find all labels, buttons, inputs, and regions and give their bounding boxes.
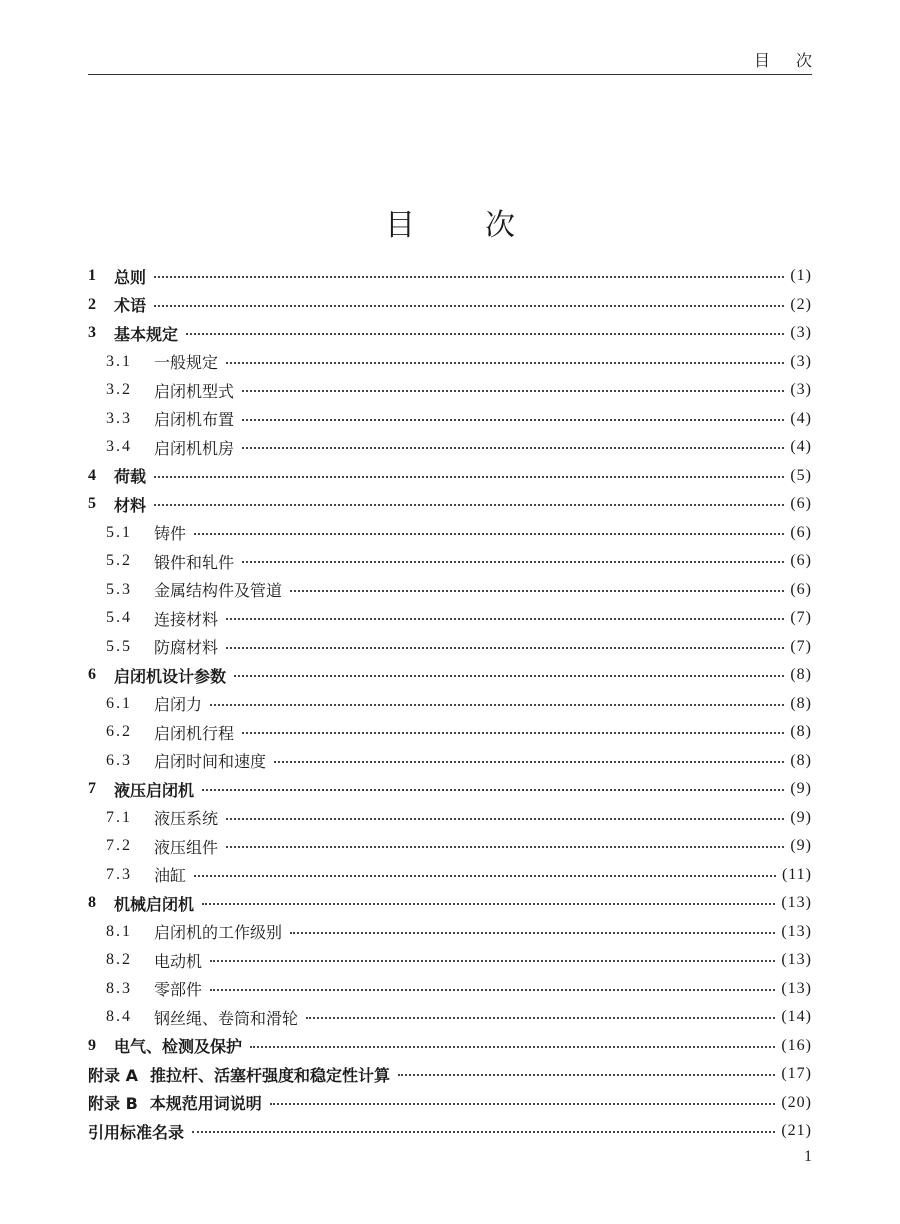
toc-entry-number: 8.2 [106,951,132,969]
toc-entry[interactable] [88,946,812,975]
toc-entry-number: 1 [88,267,96,285]
toc-entry-label: 材料 [114,495,147,515]
toc-entry-label: 启闭力 [154,695,203,715]
toc-entry-page: (13) [781,894,812,912]
toc-entry-label: 金属结构件及管道 [154,581,283,601]
toc-entry-number: 5.2 [106,552,132,570]
toc-entry[interactable] [88,291,812,320]
dot-leader [194,533,784,535]
toc-entry-number: 8.4 [106,1008,132,1026]
toc-entry-number: 附录 A [88,1065,138,1085]
toc-entry-label: 液压系统 [154,809,219,829]
running-header [88,48,838,75]
toc-entry-page: (13) [781,922,812,940]
toc-entry[interactable] [88,547,812,576]
toc-entry[interactable] [88,690,812,719]
dot-leader [186,333,784,335]
toc-entry-number: 7.3 [106,865,132,883]
dot-leader [202,789,784,791]
toc-entry[interactable] [88,1117,812,1146]
dot-leader [226,846,784,848]
toc-entry-label: 锻件和轧件 [154,552,235,572]
toc-entry-page: (17) [781,1065,812,1083]
dot-leader [154,305,784,307]
dot-leader [226,618,784,620]
toc-entry-page: (3) [790,381,812,399]
toc-entry[interactable] [88,718,812,747]
dot-leader [270,1103,776,1105]
toc-entry-label: 启闭机设计参数 [114,666,227,686]
toc-entry-label: 铸件 [154,524,187,544]
toc-entry-page: (9) [790,780,812,798]
dot-leader [194,875,776,877]
dot-leader [154,476,784,478]
toc-entry-number: 5.1 [106,523,132,541]
toc-entry-page: (8) [790,751,812,769]
toc-entry-number: 7.1 [106,808,132,826]
toc-entry[interactable] [88,348,812,377]
toc-entry-number: 4 [88,466,96,484]
toc-entry[interactable] [88,262,812,291]
toc-entry-page: (6) [790,495,812,513]
dot-leader [242,447,784,449]
toc-entry-page: (2) [790,295,812,313]
toc-entry[interactable] [88,576,812,605]
toc-entry-page: (3) [790,324,812,342]
toc-entry[interactable] [88,1003,812,1032]
running-header-text: 目次 [753,51,838,70]
toc-entry[interactable] [88,1032,812,1061]
dot-leader [210,989,775,991]
toc-entry-label: 液压启闭机 [114,780,195,800]
toc-entry-label: 术语 [114,296,147,316]
toc-entry-page: (6) [790,523,812,541]
toc-entry[interactable] [88,376,812,405]
toc-entry[interactable] [88,604,812,633]
toc-entry-number: 3.3 [106,409,132,427]
toc-entry-label: 钢丝绳、卷筒和滑轮 [154,1008,299,1028]
toc-entry-number: 5.5 [106,637,132,655]
toc-entry-number: 8.3 [106,979,132,997]
toc-entry-page: (8) [790,694,812,712]
toc-entry-page: (6) [790,552,812,570]
toc-entry-label: 启闭时间和速度 [154,752,267,772]
toc-entry-page: (16) [781,1036,812,1054]
toc-entry-page: (3) [790,352,812,370]
toc-entry-number: 3.1 [106,352,132,370]
toc-entry-label: 启闭机型式 [154,381,235,401]
toc-entry-page: (20) [781,1093,812,1111]
table-of-contents [88,262,812,1146]
toc-entry-number: 7.2 [106,837,132,855]
toc-entry-page: (8) [790,723,812,741]
toc-entry-page: (7) [790,609,812,627]
dot-leader [274,761,784,763]
dot-leader [290,590,784,592]
toc-entry-number: 8 [88,894,96,912]
dot-leader [242,732,784,734]
toc-entry-page: (8) [790,666,812,684]
toc-entry-page: (6) [790,580,812,598]
toc-entry[interactable] [88,975,812,1004]
dot-leader [398,1074,775,1076]
toc-entry-label: 启闭机的工作级别 [154,923,283,943]
toc-entry-page: (1) [790,267,812,285]
dot-leader [226,647,784,649]
toc-entry-page: (11) [781,865,812,883]
dot-leader [226,818,784,820]
toc-entry-label: 零部件 [154,980,203,1000]
dot-leader [306,1017,775,1019]
toc-entry-label: 启闭机布置 [154,410,235,430]
toc-entry[interactable] [88,804,812,833]
toc-entry-number: 2 [88,295,96,313]
dot-leader [242,390,784,392]
toc-entry-page: (7) [790,637,812,655]
toc-entry-number: 附录 B [88,1094,138,1114]
toc-entry[interactable] [88,861,812,890]
toc-entry-page: (5) [790,466,812,484]
toc-entry-label: 电动机 [154,951,203,971]
dot-leader [210,704,784,706]
toc-entry-label: 防腐材料 [154,638,219,658]
dot-leader [250,1046,775,1048]
dot-leader [234,675,784,677]
toc-entry[interactable] [88,661,812,690]
dot-leader [290,932,775,934]
toc-entry[interactable] [88,889,812,918]
dot-leader [154,504,784,506]
toc-entry[interactable] [88,775,812,804]
toc-entry-page: (4) [790,409,812,427]
toc-entry[interactable] [88,1060,812,1089]
toc-entry-label: 液压组件 [154,837,219,857]
toc-entry[interactable] [88,1089,812,1118]
toc-entry-page: (13) [781,979,812,997]
toc-entry-label: 本规范用词说明 [149,1094,262,1114]
toc-entry-number: 7 [88,780,96,798]
dot-leader [192,1131,775,1133]
toc-entry-page: (9) [790,808,812,826]
toc-entry[interactable] [88,519,812,548]
toc-entry-label: 油缸 [154,866,187,886]
toc-entry[interactable] [88,918,812,947]
toc-entry-label: 荷载 [114,467,147,487]
toc-entry-page: (4) [790,438,812,456]
toc-entry[interactable] [88,319,812,348]
dot-leader [226,362,784,364]
dot-leader [210,960,775,962]
toc-entry-number: 5.3 [106,580,132,598]
toc-entry-number: 3 [88,324,96,342]
toc-entry-number: 9 [88,1036,96,1054]
toc-entry[interactable] [88,490,812,519]
toc-entry[interactable] [88,747,812,776]
toc-entry-label: 总则 [114,267,147,287]
toc-entry-number: 5 [88,495,96,513]
toc-entry-label: 一般规定 [154,353,219,373]
toc-entry[interactable] [88,633,812,662]
toc-entry-page: (21) [781,1122,812,1140]
page-title: 目次 [385,208,585,243]
toc-entry-number: 6.2 [106,723,132,741]
toc-entry-page: (9) [790,837,812,855]
toc-entry-label: 启闭机机房 [154,438,235,458]
toc-entry-number: 3.2 [106,381,132,399]
toc-entry-label: 电气、检测及保护 [114,1037,243,1057]
toc-entry-label: 引用标准名录 [88,1122,185,1142]
dot-leader [242,419,784,421]
toc-entry[interactable] [88,405,812,434]
toc-entry[interactable] [88,462,812,491]
toc-entry-label: 机械启闭机 [114,894,195,914]
toc-entry-page: (14) [781,1008,812,1026]
toc-entry-label: 连接材料 [154,609,219,629]
toc-entry-label: 启闭机行程 [154,723,235,743]
toc-entry-label: 基本规定 [114,324,179,344]
toc-entry-label: 推拉杆、活塞杆强度和稳定性计算 [149,1065,390,1085]
toc-entry-number: 3.4 [106,438,132,456]
toc-entry-number: 8.1 [106,922,132,940]
toc-entry-number: 6 [88,666,96,684]
dot-leader [242,561,784,563]
toc-entry[interactable] [88,433,812,462]
page-number: 1 [804,1148,812,1165]
toc-entry-number: 6.1 [106,694,132,712]
toc-entry-number: 6.3 [106,751,132,769]
dot-leader [202,903,775,905]
dot-leader [154,276,784,278]
toc-entry[interactable] [88,832,812,861]
toc-entry-number: 5.4 [106,609,132,627]
toc-entry-page: (13) [781,951,812,969]
